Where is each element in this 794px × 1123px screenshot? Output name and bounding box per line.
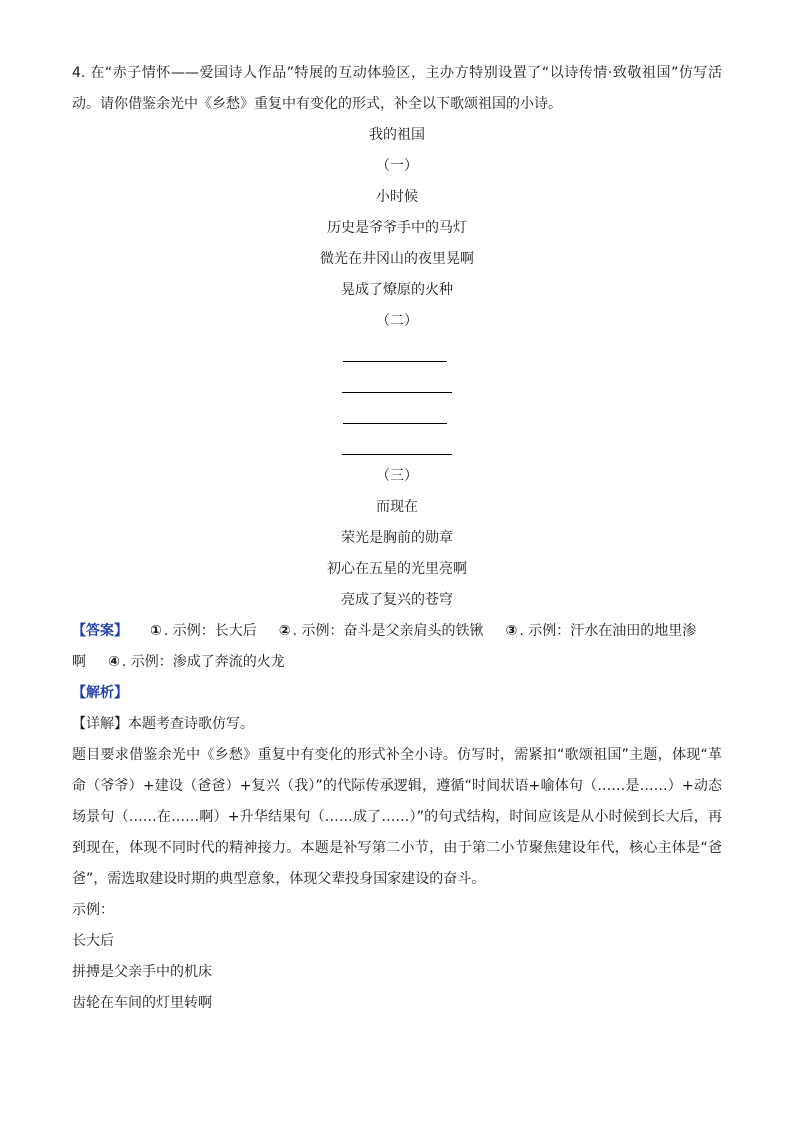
answer-tag: 【答案】 <box>72 623 128 639</box>
poem-line: 亮成了复兴的苍穹 <box>341 592 453 608</box>
question-text: 4. 在“赤子情怀——爱国诗人作品”特展的互动体验区，主办方特别设置了“以诗传情·致敬祖国”仿写活动。请你借鉴余光中《乡愁》重复中有变化的形式，补全以下歌颂祖国的小诗。 <box>72 65 722 112</box>
document-page <box>72 58 722 1019</box>
example-label: 示例： <box>72 902 114 918</box>
example-line: 拼搏是父亲手中的机床 <box>72 964 212 980</box>
poem <box>72 120 722 616</box>
detail-tag: 【详解】 <box>72 716 128 732</box>
example-line: 长大后 <box>72 933 114 949</box>
blank-line-2 <box>72 368 722 399</box>
blank-line-3 <box>72 399 722 430</box>
analysis-body: 题目要求借鉴余光中《乡愁》重复中有变化的形式补全小诗。仿写时，需紧扣“歌颂祖国”主题，体现“革命（爷爷）+建设（爸爸）+复兴（我）”的代际传承逻辑，遵循“时间状语+喻体句（……是……）+动态场景句（……在……啊）+升华结果句（……成了……）”的句式结构，时间应该是从小时候到长大后，再到现在，体现不同时代的精神接力。本题是补写第二小节，由于第二小节聚焦建设年代，核心主体是“爸爸”，需选取建设时期的典型意象，体现父辈投身国家建设的奋斗。 <box>72 747 722 887</box>
answer-item: ③ . 示例：汗水在油田的地里渗 <box>505 623 697 639</box>
poem-line: 而现在 <box>376 499 418 515</box>
poem-title: 我的祖国 <box>369 127 425 143</box>
poem-line: 初心在五星的光里亮啊 <box>327 561 467 577</box>
section-label-1: （一） <box>376 158 418 174</box>
analysis-heading <box>72 678 722 709</box>
blank-line-1 <box>72 337 722 368</box>
answer-wrap: 啊 <box>72 654 86 670</box>
section-label-3: （三） <box>376 468 418 484</box>
fill-blank[interactable] <box>342 446 452 455</box>
answer-block <box>72 616 722 647</box>
poem-line: 小时候 <box>376 189 418 205</box>
analysis-tag: 【解析】 <box>72 685 128 701</box>
detail-line <box>72 709 722 740</box>
answer-item: ① . 示例：长大后 <box>150 623 257 639</box>
detail-text: 本题考查诗歌仿写。 <box>128 716 254 732</box>
fill-blank[interactable] <box>343 415 447 424</box>
answer-item: ② . 示例：奋斗是父亲肩头的铁锹 <box>278 623 484 639</box>
poem-line: 荣光是胸前的勋章 <box>341 530 453 546</box>
fill-blank[interactable] <box>342 384 452 393</box>
section-label-2: （二） <box>376 313 418 329</box>
answer-item: ④ . 示例：渗成了奔流的火龙 <box>108 654 285 670</box>
poem-line: 历史是爷爷手中的马灯 <box>327 220 467 236</box>
example-line: 齿轮在车间的灯里转啊 <box>72 995 212 1011</box>
fill-blank[interactable] <box>343 353 447 362</box>
blank-line-4 <box>72 430 722 461</box>
answer-block-cont <box>72 647 722 678</box>
poem-line: 微光在井冈山的夜里晃啊 <box>320 251 474 267</box>
poem-line: 晃成了燎原的火种 <box>341 282 453 298</box>
